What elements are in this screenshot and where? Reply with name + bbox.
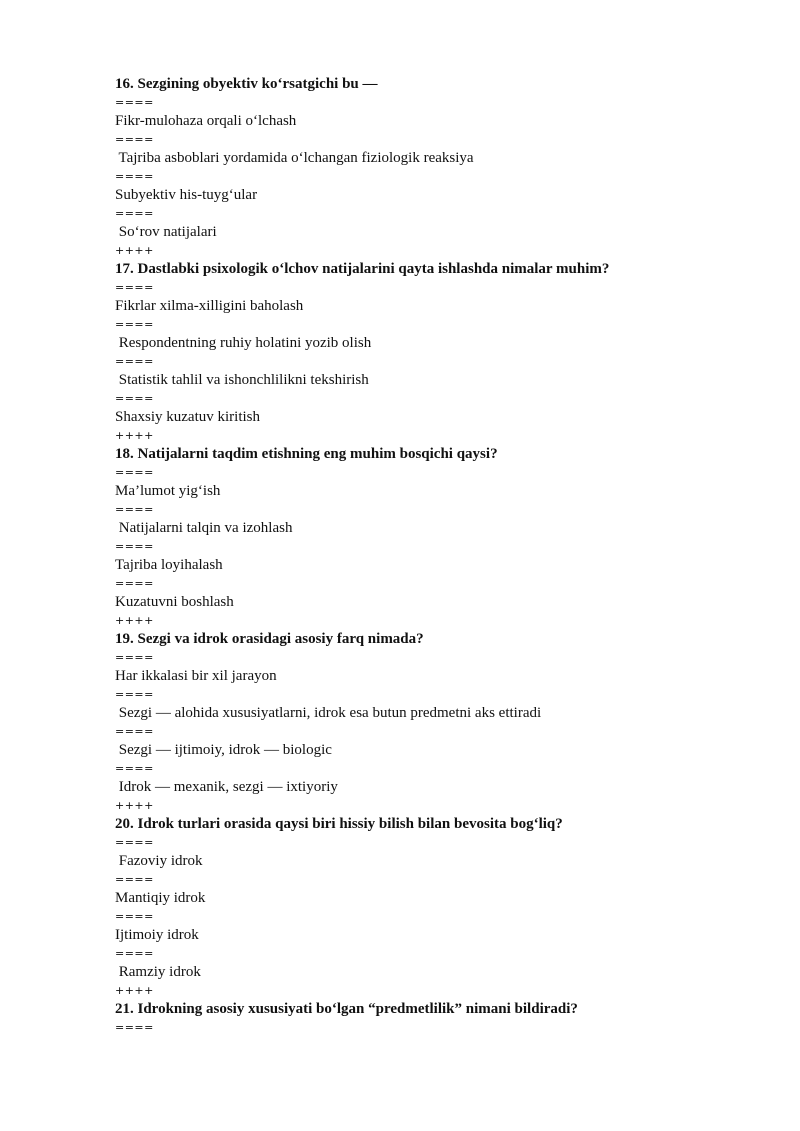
option-separator: ==== [115, 1020, 154, 1034]
answer-option: Ijtimoiy idrok [115, 927, 199, 943]
option-separator: ==== [115, 724, 154, 738]
option-separator: ==== [115, 95, 154, 109]
answer-option: Tajriba asboblari yordamida o‘lchangan fiziologik reaksiya [115, 150, 474, 166]
answer-option: Fikrlar xilma-xilligini baholash [115, 298, 304, 314]
option-separator: ==== [115, 465, 154, 479]
option-separator: ==== [115, 354, 154, 368]
answer-option: Ramziy idrok [115, 964, 201, 980]
question-end-separator: ++++ [115, 798, 154, 812]
question-title: 21. Idrokning asosiy xususiyati bo‘lgan “predmetlilik” nimani bildiradi? [115, 1001, 578, 1017]
option-separator: ==== [115, 576, 154, 590]
question-title: 20. Idrok turlari orasida qaysi biri hissiy bilish bilan bevosita bog‘liq? [115, 816, 563, 832]
option-separator: ==== [115, 206, 154, 220]
answer-option: Respondentning ruhiy holatini yozib olish [115, 335, 372, 351]
option-separator: ==== [115, 687, 154, 701]
question-title: 18. Natijalarni taqdim etishning eng muhim bosqichi qaysi? [115, 446, 498, 462]
option-separator: ==== [115, 280, 154, 294]
answer-option: Mantiqiy idrok [115, 890, 206, 906]
question-title: 17. Dastlabki psixologik o‘lchov natijalarini qayta ishlashda nimalar muhim? [115, 261, 610, 277]
option-separator: ==== [115, 872, 154, 886]
answer-option: Fazoviy idrok [115, 853, 203, 869]
option-separator: ==== [115, 132, 154, 146]
answer-option: Ma’lumot yig‘ish [115, 483, 221, 499]
answer-option: Natijalarni talqin va izohlash [115, 520, 293, 536]
question-end-separator: ++++ [115, 243, 154, 257]
answer-option: Sezgi — alohida xususiyatlarni, idrok esa butun predmetni aks ettiradi [115, 705, 542, 721]
answer-option: Statistik tahlil va ishonchlilikni tekshirish [115, 372, 369, 388]
answer-option: Shaxsiy kuzatuv kiritish [115, 409, 260, 425]
answer-option: Har ikkalasi bir xil jarayon [115, 668, 277, 684]
answer-option: Idrok — mexanik, sezgi — ixtiyoriy [115, 779, 338, 795]
question-end-separator: ++++ [115, 983, 154, 997]
option-separator: ==== [115, 909, 154, 923]
question-title: 19. Sezgi va idrok orasidagi asosiy farq nimada? [115, 631, 424, 647]
question-end-separator: ++++ [115, 613, 154, 627]
answer-option: Subyektiv his-tuyg‘ular [115, 187, 258, 203]
document-page [115, 75, 735, 1037]
answer-option: So‘rov natijalari [115, 224, 217, 240]
option-separator: ==== [115, 502, 154, 516]
answer-option: Fikr-mulohaza orqali o‘lchash [115, 113, 297, 129]
answer-option: Sezgi — ijtimoiy, idrok — biologic [115, 742, 332, 758]
answer-option: Tajriba loyihalash [115, 557, 223, 573]
option-separator: ==== [115, 835, 154, 849]
option-separator: ==== [115, 317, 154, 331]
option-separator: ==== [115, 539, 154, 553]
option-separator: ==== [115, 946, 154, 960]
option-separator: ==== [115, 761, 154, 775]
option-separator: ==== [115, 650, 154, 664]
option-separator: ==== [115, 169, 154, 183]
question-title: 16. Sezgining obyektiv ko‘rsatgichi bu — [115, 76, 378, 92]
answer-option: Kuzatuvni boshlash [115, 594, 234, 610]
question-end-separator: ++++ [115, 428, 154, 442]
option-separator: ==== [115, 391, 154, 405]
